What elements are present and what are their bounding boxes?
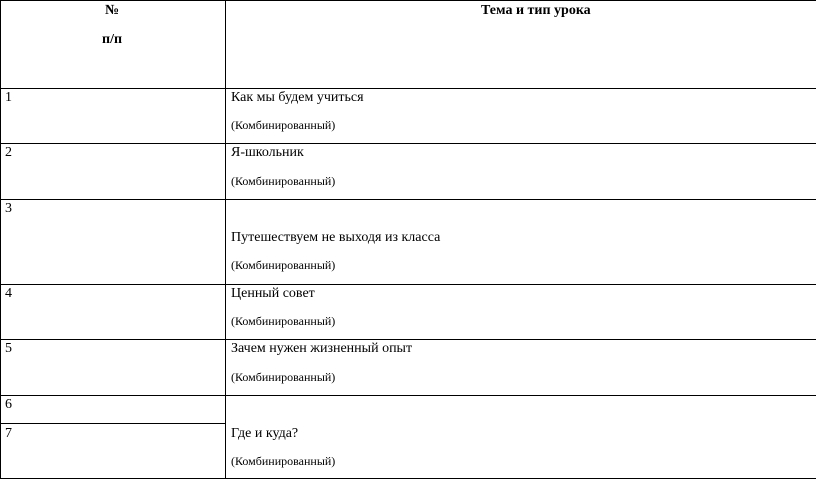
header-number-label: п/п <box>102 32 123 47</box>
row-divider-partial <box>0 423 226 424</box>
lesson-topic: Как мы будем учиться <box>231 90 364 105</box>
lesson-topic: Я-школьник <box>231 145 304 160</box>
lesson-type: (Комбинированный) <box>231 370 336 384</box>
row-number: 6 <box>5 397 12 412</box>
header-number-sign: № <box>105 3 120 18</box>
lesson-topic: Ценный совет <box>231 286 315 301</box>
row-number: 1 <box>5 90 12 105</box>
row-divider <box>0 339 816 340</box>
lesson-topic: Где и куда? <box>231 426 299 441</box>
row-divider <box>0 143 816 144</box>
table-border-left <box>0 0 1 479</box>
lesson-type: (Комбинированный) <box>231 174 336 188</box>
row-number: 4 <box>5 286 12 301</box>
lesson-topic: Зачем нужен жизненный опыт <box>231 341 413 356</box>
lesson-type: (Комбинированный) <box>231 314 336 328</box>
row-divider <box>0 199 816 200</box>
row-divider <box>0 88 816 89</box>
row-number: 5 <box>5 341 12 356</box>
row-number: 2 <box>5 145 12 160</box>
table-border-top <box>0 0 816 1</box>
column-divider <box>225 0 226 479</box>
row-number: 3 <box>5 201 12 216</box>
header-topic: Тема и тип урока <box>481 3 591 18</box>
row-number: 7 <box>5 426 12 441</box>
row-divider <box>0 284 816 285</box>
lesson-type: (Комбинированный) <box>231 454 336 468</box>
lesson-topic: Путешествуем не выходя из класса <box>231 230 441 245</box>
row-divider <box>0 395 816 396</box>
lesson-type: (Комбинированный) <box>231 258 336 272</box>
lesson-type: (Комбинированный) <box>231 118 336 132</box>
